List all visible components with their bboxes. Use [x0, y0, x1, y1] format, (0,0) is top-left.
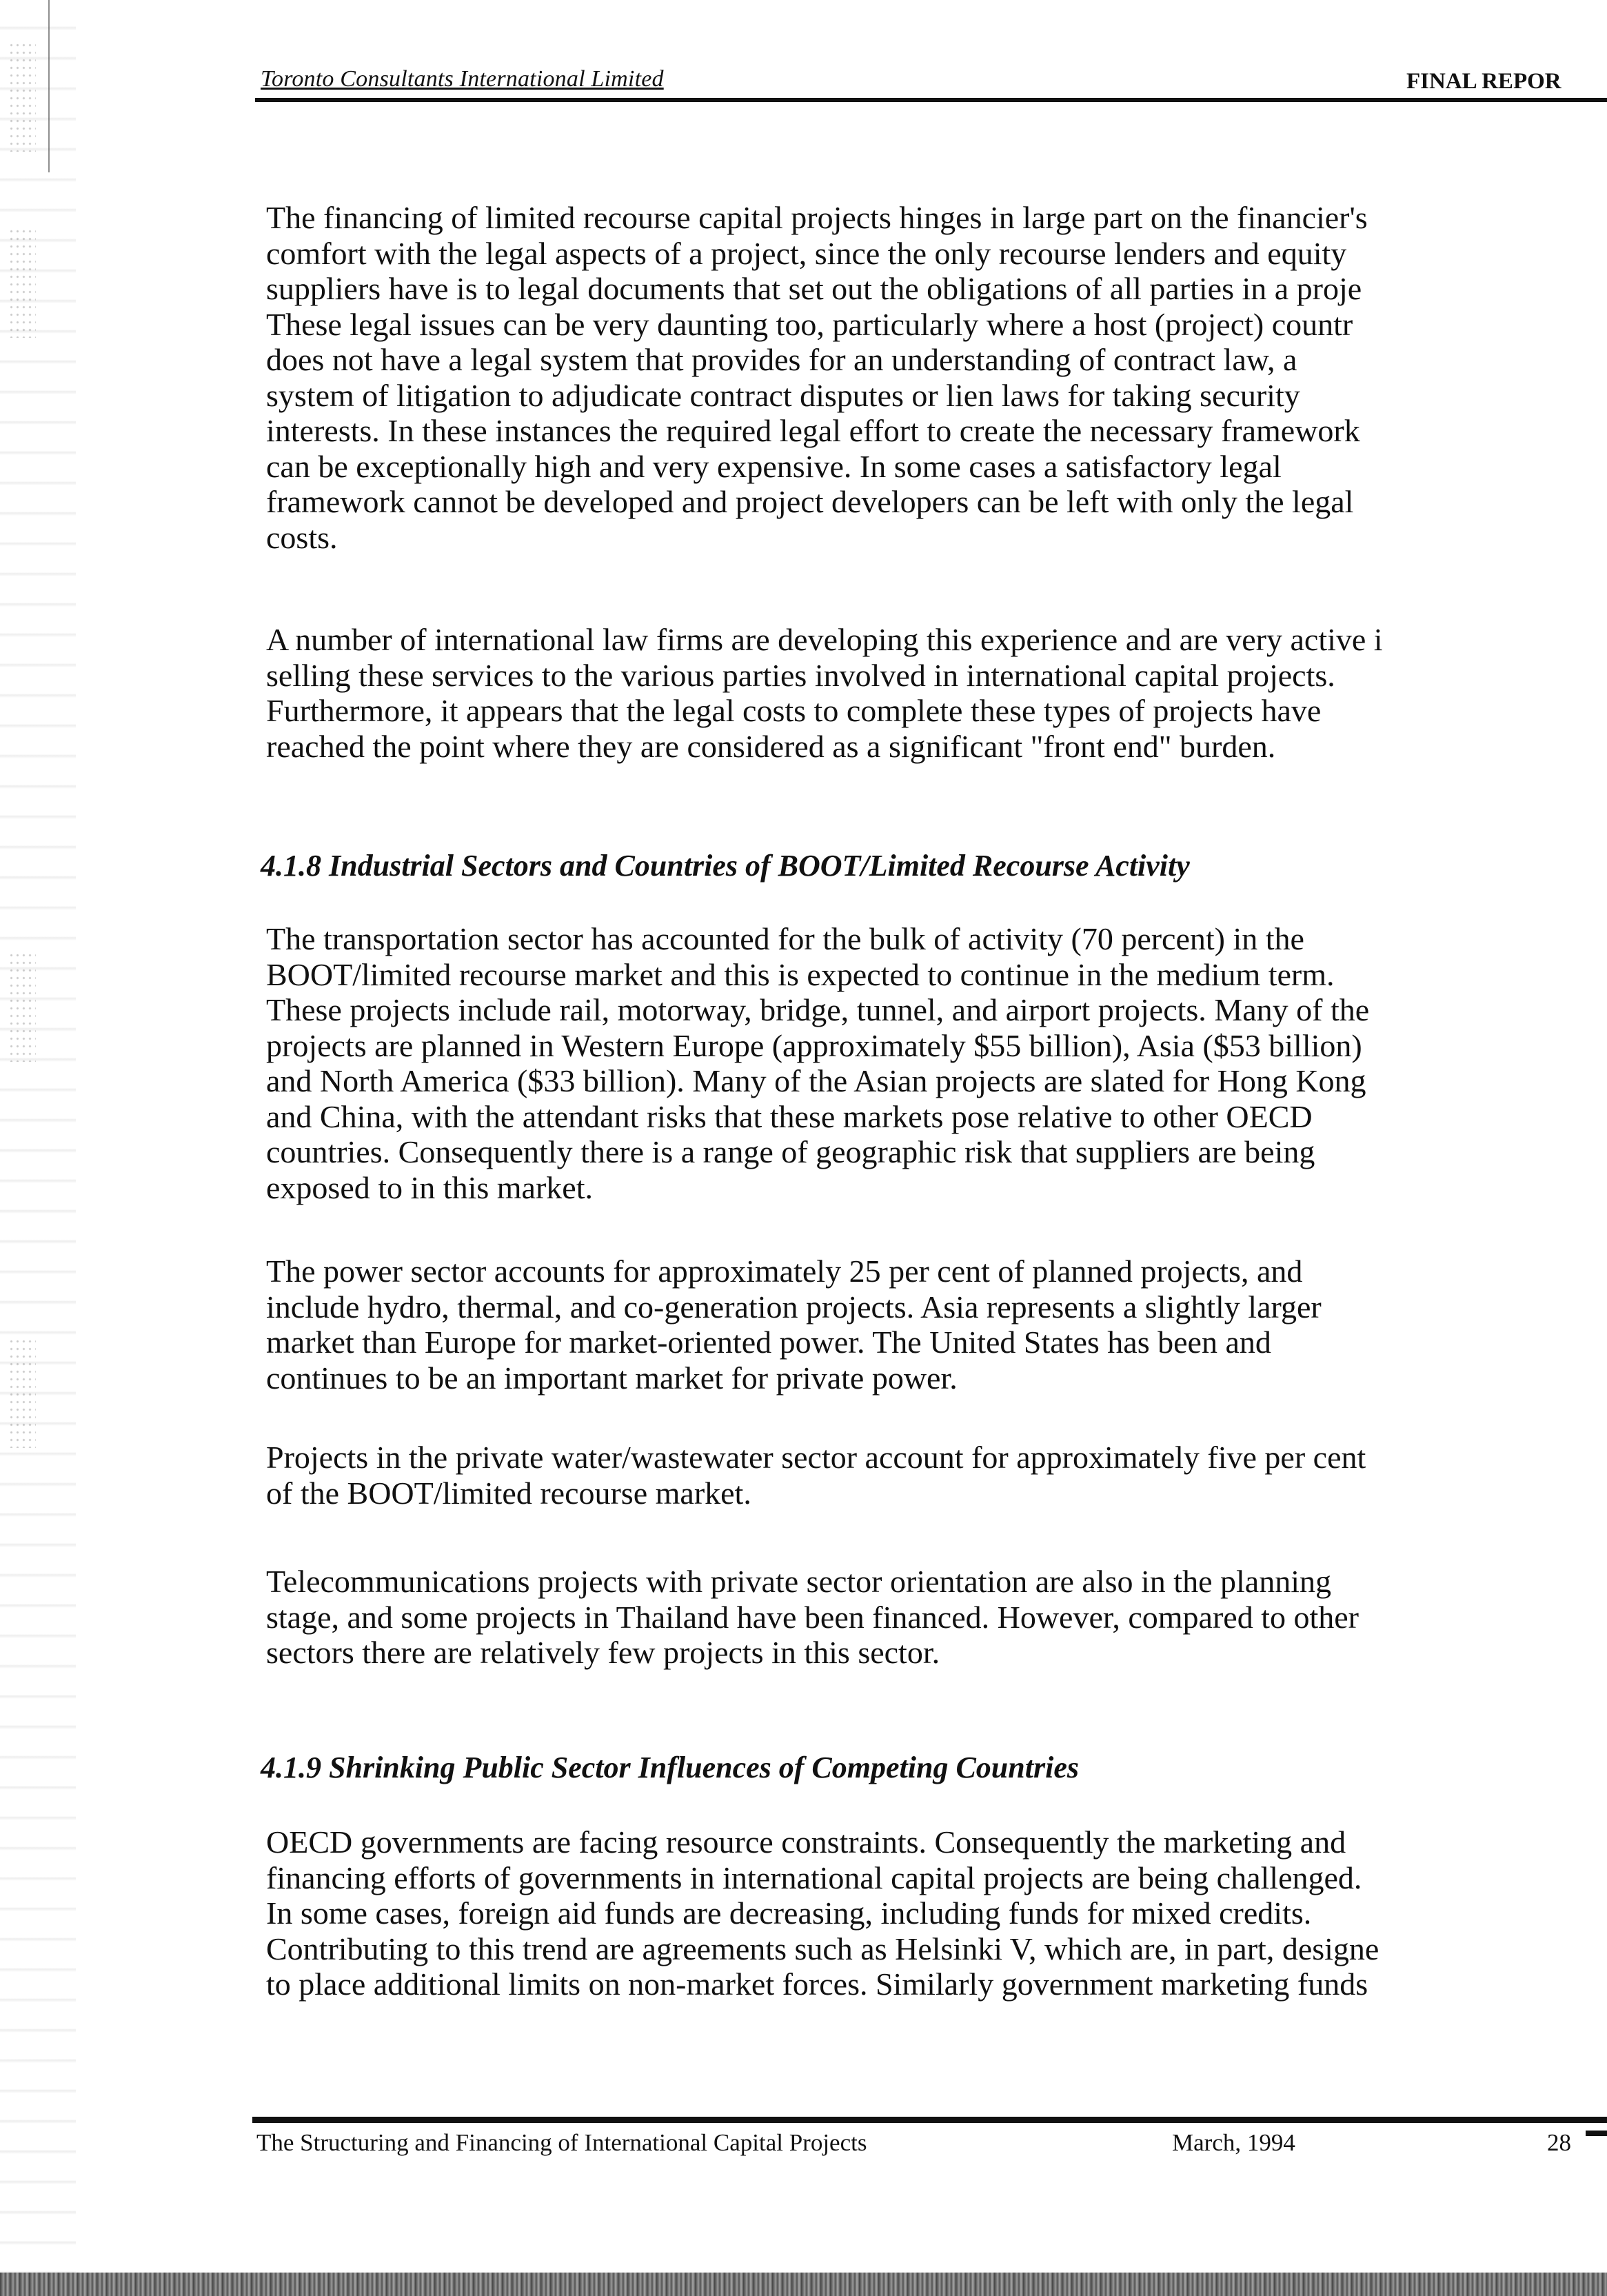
- text-line: comfort with the legal aspects of a project, since the only recourse lenders and equity: [266, 235, 1347, 271]
- section-heading-4-1-9: 4.1.9 Shrinking Public Sector Influences of Competing Countries: [261, 1751, 1079, 1784]
- paragraph-oecd-governments: [266, 1824, 1607, 2002]
- text-line: and North America ($33 billion). Many of the Asian projects are slated for Hong Kong: [266, 1063, 1366, 1098]
- paragraph-transportation: [266, 921, 1607, 1205]
- text-line: sectors there are relatively few projects in this sector.: [266, 1635, 940, 1670]
- text-line: The transportation sector has accounted for the bulk of activity (70 percent) in the: [266, 921, 1304, 956]
- paragraph-water-sector: [266, 1440, 1607, 1511]
- scan-edge-mark: [1586, 2131, 1607, 2136]
- text-line: costs.: [266, 519, 338, 555]
- paragraph-law-firms: [266, 622, 1607, 764]
- header-rule: [255, 98, 1607, 102]
- text-line: The power sector accounts for approximately 25 per cent of planned projects, and: [266, 1253, 1303, 1289]
- scan-margin-line: [48, 0, 50, 172]
- text-line: In some cases, foreign aid funds are decreasing, including funds for mixed credits.: [266, 1895, 1312, 1931]
- text-line: selling these services to the various parties involved in international capital projects.: [266, 657, 1335, 693]
- paragraph-legal-aspects: [266, 200, 1607, 555]
- text-line: projects are planned in Western Europe (approximately $55 billion), Asia ($53 billion): [266, 1027, 1362, 1063]
- text-line: These projects include rail, motorway, bridge, tunnel, and airport projects. Many of the: [266, 992, 1370, 1027]
- text-line: Furthermore, it appears that the legal costs to complete these types of projects have: [266, 693, 1322, 728]
- scan-noise: [8, 1338, 36, 1448]
- text-line: to place additional limits on non-market forces. Similarly government marketing funds: [266, 1966, 1368, 2002]
- header-report-label: FINAL REPOR: [1406, 69, 1561, 94]
- scan-noise: [8, 41, 36, 152]
- text-line: system of litigation to adjudicate contract disputes or lien laws for taking security: [266, 377, 1300, 413]
- text-line: reached the point where they are considered as a significant "front end" burden.: [266, 728, 1276, 764]
- text-line: countries. Consequently there is a range of geographic risk that suppliers are being: [266, 1134, 1315, 1169]
- text-line: include hydro, thermal, and co-generation projects. Asia represents a slightly larger: [266, 1289, 1322, 1325]
- footer-rule: [252, 2117, 1607, 2123]
- text-line: Contributing to this trend are agreements such as Helsinki V, which are, in part, designe: [266, 1931, 1379, 1966]
- section-heading-4-1-8: 4.1.8 Industrial Sectors and Countries of BOOT/Limited Recourse Activity: [261, 849, 1190, 883]
- footer-document-title: The Structuring and Financing of International Capital Projects: [256, 2129, 867, 2156]
- text-line: OECD governments are facing resource constraints. Consequently the marketing and: [266, 1824, 1346, 1860]
- text-line: exposed to in this market.: [266, 1169, 593, 1205]
- paragraph-telecommunications: [266, 1564, 1607, 1671]
- text-line: The financing of limited recourse capital projects hinges in large part on the financier's: [266, 200, 1368, 235]
- text-line: and China, with the attendant risks that these markets pose relative to other OECD: [266, 1098, 1313, 1134]
- text-line: Telecommunications projects with private sector orientation are also in the planning: [266, 1564, 1331, 1599]
- text-line: market than Europe for market-oriented power. The United States has been and: [266, 1325, 1271, 1360]
- text-line: does not have a legal system that provides for an understanding of contract law, a: [266, 342, 1297, 377]
- text-line: BOOT/limited recourse market and this is expected to continue in the medium term.: [266, 956, 1335, 992]
- text-line: framework cannot be developed and project developers can be left with only the legal: [266, 484, 1354, 519]
- text-line: can be exceptionally high and very expensive. In some cases a satisfactory legal: [266, 448, 1282, 484]
- text-line: financing efforts of governments in international capital projects are being challenged.: [266, 1860, 1362, 1895]
- text-line: interests. In these instances the required legal effort to create the necessary framework: [266, 413, 1360, 448]
- scan-noise: [8, 951, 36, 1062]
- paragraph-power-sector: [266, 1253, 1607, 1396]
- text-line: continues to be an important market for private power.: [266, 1360, 958, 1396]
- header-company-name: Toronto Consultants International Limited: [261, 66, 664, 92]
- footer-page-number: 28: [1547, 2129, 1571, 2156]
- scan-bottom-border: [0, 2273, 1607, 2296]
- text-line: These legal issues can be very daunting too, particularly where a host (project) countr: [266, 306, 1353, 342]
- scan-noise: [8, 228, 36, 338]
- footer-date: March, 1994: [1172, 2129, 1295, 2156]
- text-line: stage, and some projects in Thailand have been financed. However, compared to other: [266, 1599, 1360, 1635]
- text-line: of the BOOT/limited recourse market.: [266, 1475, 751, 1511]
- text-line: Projects in the private water/wastewater sector account for approximately five per cent: [266, 1440, 1366, 1475]
- text-line: suppliers have is to legal documents that set out the obligations of all parties in a proje: [266, 271, 1362, 306]
- text-line: A number of international law firms are developing this experience and are very active i: [266, 622, 1383, 657]
- scan-edge-artifact: [0, 0, 76, 2296]
